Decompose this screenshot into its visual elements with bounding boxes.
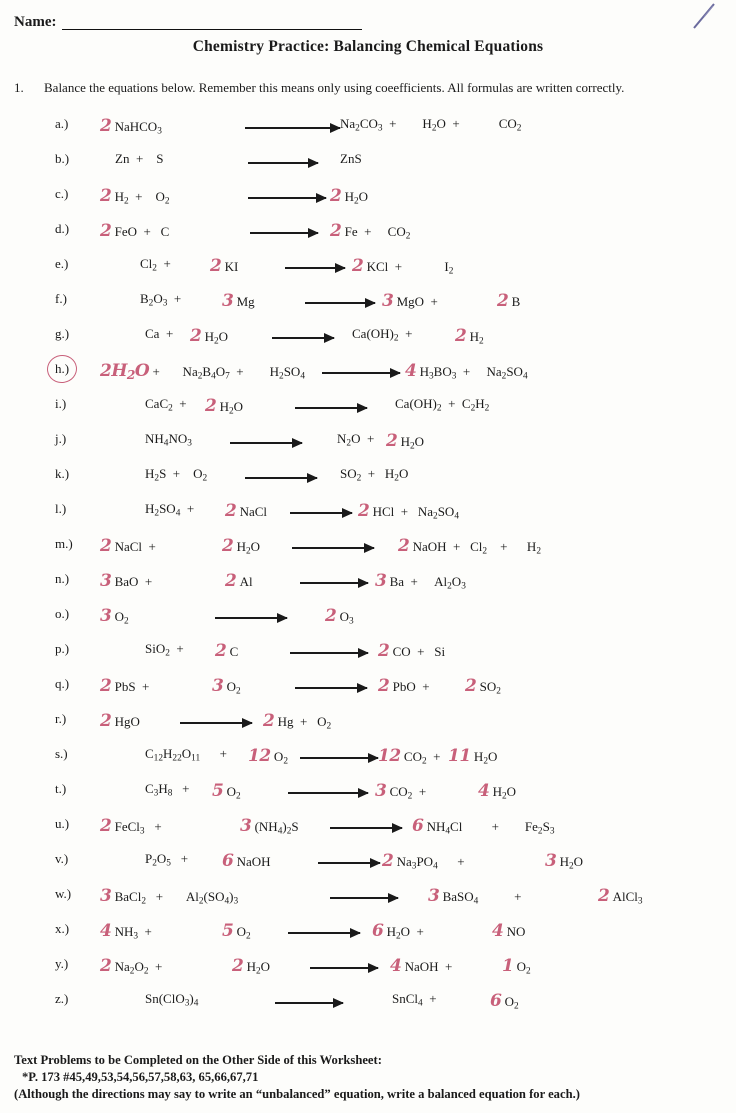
- equation-row: [0, 528, 736, 563]
- handwritten-coefficient: 12: [248, 746, 271, 766]
- equation-row: [0, 318, 736, 353]
- footer-notes: [14, 1052, 724, 1103]
- equation-list: [0, 108, 736, 1018]
- equation-reactant-secondary: 2 KI: [210, 256, 239, 276]
- equation-label: f.): [55, 291, 67, 306]
- equation-products: 3 $CO_2$ +: [375, 781, 443, 802]
- equation-row: [0, 878, 736, 913]
- equation-products: 2 $H_2O$: [330, 186, 369, 207]
- instruction-number: 1.: [14, 80, 24, 95]
- handwritten-coefficient: 2: [386, 431, 398, 451]
- equation-reactants: 2 NaCl +: [100, 536, 160, 556]
- handwritten-coefficient: 2: [215, 641, 227, 661]
- handwritten-coefficient: 6: [412, 816, 424, 836]
- equation-reactant-secondary: 2 $H_2O$: [222, 536, 261, 557]
- handwritten-coefficient: 4: [100, 921, 112, 941]
- equation-reactants: $H_2S$ + $O_2$: [145, 466, 208, 484]
- reaction-arrow-icon: [330, 893, 398, 903]
- handwritten-coefficient: 2: [497, 291, 509, 311]
- reaction-arrow-icon: [300, 753, 378, 763]
- equation-product-secondary: 2 $H_2O$: [386, 431, 425, 452]
- reaction-arrow-icon: [310, 963, 378, 973]
- equation-label: o.): [55, 606, 70, 621]
- equation-row: [0, 703, 736, 738]
- equation-reactant-secondary: 2 $H_2O$: [205, 396, 244, 417]
- handwritten-coefficient: 4: [405, 361, 417, 381]
- handwritten-coefficient: 3: [240, 816, 252, 836]
- equation-label: e.): [55, 256, 69, 271]
- equation-reactants: 2 FeO + C: [100, 221, 170, 241]
- instruction-line: [14, 80, 728, 96]
- equation-products: 2 CO + Si: [378, 641, 446, 661]
- handwritten-coefficient: 2: [398, 536, 410, 556]
- equation-row: [0, 983, 736, 1018]
- equation-row: [0, 108, 736, 143]
- equation-label: v.): [55, 851, 69, 866]
- reaction-arrow-icon: [250, 228, 318, 238]
- equation-reactant-secondary: 12 $O_2$: [248, 746, 288, 767]
- reaction-arrow-icon: [288, 788, 368, 798]
- reaction-arrow-icon: [322, 368, 400, 378]
- equation-product-secondary: 2 $SO_2$: [465, 676, 501, 697]
- equation-label: w.): [55, 886, 72, 901]
- equation-products: $SO_2 + H_2O$: [340, 466, 409, 484]
- equation-products: 6 $H_2O$ +: [372, 921, 441, 942]
- handwritten-coefficient: 12: [378, 746, 401, 766]
- equation-products: ZnS: [340, 151, 362, 166]
- handwritten-coefficient: 2: [465, 676, 477, 696]
- equation-row: [0, 913, 736, 948]
- equation-row: [0, 283, 736, 318]
- equation-reactant-secondary: 2 Al: [225, 571, 253, 591]
- equation-reactant-secondary: 2 NaCl: [225, 501, 268, 521]
- handwritten-coefficient: 2: [100, 536, 112, 556]
- handwritten-coefficient: 6: [490, 991, 502, 1011]
- handwritten-coefficient: 2: [100, 956, 112, 976]
- equation-label: i.): [55, 396, 67, 411]
- equation-product-secondary: 1 $O_2$: [502, 956, 531, 977]
- handwritten-coefficient: 6: [222, 851, 234, 871]
- reaction-arrow-icon: [295, 403, 367, 413]
- name-field-row: [14, 6, 722, 30]
- equation-products: 3 MgO +: [382, 291, 461, 311]
- equation-reactant-secondary: 2 $H_2O$: [232, 956, 271, 977]
- equation-products: 3 BaSO$_4$ +: [428, 886, 535, 907]
- equation-row: [0, 843, 736, 878]
- handwritten-coefficient: 2: [358, 501, 370, 521]
- handwritten-coefficient: 2: [330, 221, 342, 241]
- page-title: Chemistry Practice: Balancing Chemical Equations: [192, 38, 544, 55]
- equation-label: k.): [55, 466, 70, 481]
- handwritten-coefficient: 4: [478, 781, 490, 801]
- equation-row: [0, 493, 736, 528]
- equation-label: y.): [55, 956, 69, 971]
- handwritten-coefficient: 2: [205, 396, 217, 416]
- equation-products: 2 KCl + $I_2$: [352, 256, 454, 277]
- handwritten-coefficient: 3: [100, 606, 112, 626]
- equation-row: [0, 388, 736, 423]
- handwritten-coefficient: 2: [330, 186, 342, 206]
- reaction-arrow-icon: [248, 193, 326, 203]
- circled-label-mark: [45, 353, 79, 385]
- equation-reactants: 2 $H_2$ + $O_2$: [100, 186, 170, 207]
- equation-reactants: 2 FeCl$_3$ +: [100, 816, 169, 837]
- equation-label: z.): [55, 991, 69, 1006]
- equation-reactants: 3 BaO +: [100, 571, 153, 591]
- handwritten-coefficient: 2: [325, 606, 337, 626]
- equation-label: b.): [55, 151, 70, 166]
- equation-label: m.): [55, 536, 73, 551]
- reaction-arrow-icon: [318, 858, 380, 868]
- handwritten-coefficient: 2: [378, 676, 390, 696]
- equation-products: 2 $O_3$: [325, 606, 354, 627]
- reaction-arrow-icon: [245, 123, 340, 133]
- equation-reactant-secondary: 6 NaOH: [222, 851, 271, 871]
- equation-label: x.): [55, 921, 70, 936]
- equation-product-secondary: 11 $H_2O$: [448, 746, 498, 767]
- equation-products: 12 $CO_2$ +: [378, 746, 441, 767]
- equation-products: 6 $NH_4Cl$ + $Fe_2S_3$: [412, 816, 555, 837]
- handwritten-coefficient: 3: [382, 291, 394, 311]
- equation-reactants: $P_2O_5$ +: [145, 851, 195, 869]
- reaction-arrow-icon: [272, 333, 334, 343]
- equation-reactants: 2 HgO: [100, 711, 140, 731]
- footer-line-2: *P. 173 #45,49,53,54,56,57,58,63, 65,66,67,71: [22, 1070, 259, 1084]
- handwritten-coefficient: 2: [225, 501, 237, 521]
- handwritten-coefficient: 5: [222, 921, 234, 941]
- equation-products: 4 NaOH +: [390, 956, 466, 976]
- equation-reactants: CaC$_2$ +: [145, 396, 190, 414]
- equation-reactant-secondary: 2 C: [215, 641, 239, 661]
- handwritten-coefficient: 4: [492, 921, 504, 941]
- equation-products: 2 Fe + $CO_2$: [330, 221, 411, 242]
- equation-reactants: 3 $O_2$: [100, 606, 129, 627]
- handwritten-coefficient: 3: [212, 676, 224, 696]
- equation-products: 4 $H_3BO_3$ + $Na_2SO_4$: [405, 361, 528, 382]
- equation-reactants: $H_2SO_4$ +: [145, 501, 201, 519]
- handwritten-coefficient: 3: [222, 291, 234, 311]
- equation-product-secondary: 2 AlCl$_3$: [598, 886, 643, 907]
- equation-label: c.): [55, 186, 69, 201]
- equation-reactant-secondary: 5 $O_2$: [222, 921, 251, 942]
- equation-row: [0, 353, 736, 388]
- equation-product-secondary: 4 $H_2O$: [478, 781, 517, 802]
- equation-product-secondary: 6 $O_2$: [490, 991, 519, 1012]
- reaction-arrow-icon: [288, 928, 360, 938]
- equation-row: [0, 598, 736, 633]
- reaction-arrow-icon: [230, 438, 302, 448]
- reaction-arrow-icon: [245, 473, 317, 483]
- handwritten-coefficient: 2: [100, 186, 112, 206]
- equation-label: l.): [55, 501, 67, 516]
- equation-products: $Ca(OH)_2 + C_2H_2$: [395, 396, 490, 414]
- equation-product-secondary: 3 $H_2O$: [545, 851, 584, 872]
- equation-row: [0, 563, 736, 598]
- handwritten-coefficient: 3: [428, 886, 440, 906]
- equation-reactants: $C_3H_8$ +: [145, 781, 196, 799]
- equation-reactant-secondary: 5 $O_2$: [212, 781, 241, 802]
- equation-row: [0, 668, 736, 703]
- equation-reactants: Ca +: [145, 326, 177, 341]
- equation-reactants: Zn + S: [115, 151, 164, 166]
- equation-products: 2 $Na_3PO_4$ +: [382, 851, 478, 872]
- handwritten-coefficient: 2: [222, 536, 234, 556]
- equation-row: [0, 178, 736, 213]
- handwritten-coefficient: $2H_2O$: [100, 361, 150, 383]
- handwritten-coefficient: 2: [100, 676, 112, 696]
- equation-label: j.): [55, 431, 67, 446]
- equation-reactants: 2 PbS +: [100, 676, 156, 696]
- equation-reactants: $B_2O_3$ +: [140, 291, 188, 309]
- equation-product-secondary: 4 NO: [492, 921, 526, 941]
- equation-row: [0, 808, 736, 843]
- equation-label: r.): [55, 711, 67, 726]
- reaction-arrow-icon: [248, 158, 318, 168]
- equation-reactant-secondary: 3 Mg: [222, 291, 255, 311]
- handwritten-coefficient: 2: [100, 221, 112, 241]
- pen-mark-icon: [684, 2, 718, 32]
- equation-reactants: 2 $Na_2O_2$ +: [100, 956, 169, 977]
- equation-label: a.): [55, 116, 69, 131]
- handwritten-coefficient: 2: [263, 711, 275, 731]
- equation-row: [0, 948, 736, 983]
- reaction-arrow-icon: [180, 718, 252, 728]
- equation-label: q.): [55, 676, 70, 691]
- equation-reactants: SiO$_2$ +: [145, 641, 191, 659]
- equation-products: SnCl$_4$ +: [392, 991, 444, 1009]
- equation-label: g.): [55, 326, 70, 341]
- equation-reactants: 4 $NH_3$ +: [100, 921, 159, 942]
- equation-products: $Ca(OH)_2$ +: [352, 326, 419, 344]
- handwritten-coefficient: 3: [375, 781, 387, 801]
- handwritten-coefficient: 2: [352, 256, 364, 276]
- equation-reactant-secondary: 2 $H_2O$: [190, 326, 229, 347]
- handwritten-coefficient: 2: [378, 641, 390, 661]
- equation-label: h.): [55, 361, 70, 376]
- equation-reactants: $2H_2O$ + $Na_2B_4O_7$ + $H_2SO_4$: [100, 361, 305, 383]
- handwritten-coefficient: 4: [390, 956, 402, 976]
- equation-label: u.): [55, 816, 70, 831]
- equation-products: 2 NaOH + $Cl_2$ + $H_2$: [398, 536, 541, 557]
- equation-label: p.): [55, 641, 70, 656]
- equation-reactants: 3 BaCl$_2$ + $Al_2(SO_4)_3$: [100, 886, 239, 907]
- equation-reactants: $C_{12}H_{22}O_{11}$ +: [145, 746, 227, 764]
- equation-products: 3 Ba + $Al_2O_3$: [375, 571, 466, 592]
- reaction-arrow-icon: [290, 508, 352, 518]
- reaction-arrow-icon: [275, 998, 343, 1008]
- reaction-arrow-icon: [305, 298, 375, 308]
- equation-label: n.): [55, 571, 70, 586]
- handwritten-coefficient: 2: [598, 886, 610, 906]
- reaction-arrow-icon: [215, 613, 287, 623]
- equation-products: $Na_2CO_3$ + $H_2O$ + $CO_2$: [340, 116, 522, 134]
- handwritten-coefficient: 3: [545, 851, 557, 871]
- equation-row: [0, 773, 736, 808]
- reaction-arrow-icon: [290, 648, 368, 658]
- equation-row: [0, 143, 736, 178]
- handwritten-coefficient: 2: [382, 851, 394, 871]
- handwritten-coefficient: 3: [100, 886, 112, 906]
- equation-row: [0, 633, 736, 668]
- equation-reactants: $Cl_2$ +: [140, 256, 178, 274]
- reaction-arrow-icon: [295, 683, 367, 693]
- equation-products: 2 HCl + $Na_2SO_4$: [358, 501, 459, 522]
- handwritten-coefficient: 2: [225, 571, 237, 591]
- equation-product-secondary: 2 $H_2$: [455, 326, 484, 347]
- handwritten-coefficient: 2: [100, 116, 112, 136]
- equation-products: 2 PbO +: [378, 676, 437, 696]
- equation-label: t.): [55, 781, 67, 796]
- reaction-arrow-icon: [292, 543, 374, 553]
- equation-reactants: $Sn(ClO_3)_4$: [145, 991, 199, 1009]
- handwritten-coefficient: 11: [448, 746, 471, 766]
- footer-line-1: Text Problems to be Completed on the Other Side of this Worksheet:: [14, 1053, 382, 1067]
- equation-reactants: $NH_4NO_3$: [145, 431, 192, 449]
- equation-row: [0, 738, 736, 773]
- handwritten-coefficient: 2: [210, 256, 222, 276]
- instruction-text: Balance the equations below. Remember this means only using coeefficients. All formulas are written correctly.: [44, 80, 625, 95]
- equation-row: [0, 248, 736, 283]
- handwritten-coefficient: 6: [372, 921, 384, 941]
- equation-label: s.): [55, 746, 68, 761]
- handwritten-coefficient: 2: [455, 326, 467, 346]
- handwritten-coefficient: 5: [212, 781, 224, 801]
- equation-products: 2 $Hg + O_2$: [263, 711, 332, 732]
- equation-row: [0, 423, 736, 458]
- footer-line-3: (Although the directions may say to write an “unbalanced” equation, write a balanced equation for each.): [14, 1087, 580, 1101]
- name-blank-line[interactable]: [62, 15, 362, 30]
- equation-products: $N_2O$ +: [337, 431, 375, 449]
- equation-label: d.): [55, 221, 70, 236]
- name-label: Name:: [14, 14, 57, 30]
- equation-reactant-secondary: 3 $O_2$: [212, 676, 241, 697]
- equation-reactant-secondary: 3 $(NH_4)_2S$: [240, 816, 299, 837]
- handwritten-coefficient: 2: [100, 816, 112, 836]
- equation-row: [0, 213, 736, 248]
- reaction-arrow-icon: [285, 263, 345, 273]
- handwritten-coefficient: 3: [375, 571, 387, 591]
- equation-reactants: 2 NaHCO$_3$: [100, 116, 162, 137]
- reaction-arrow-icon: [300, 578, 368, 588]
- equation-row: [0, 458, 736, 493]
- handwritten-coefficient: 3: [100, 571, 112, 591]
- handwritten-coefficient: 1: [502, 956, 514, 976]
- handwritten-coefficient: 2: [100, 711, 112, 731]
- reaction-arrow-icon: [330, 823, 402, 833]
- handwritten-coefficient: 2: [190, 326, 202, 346]
- equation-product-secondary: 2 B: [497, 291, 521, 311]
- handwritten-coefficient: 2: [232, 956, 244, 976]
